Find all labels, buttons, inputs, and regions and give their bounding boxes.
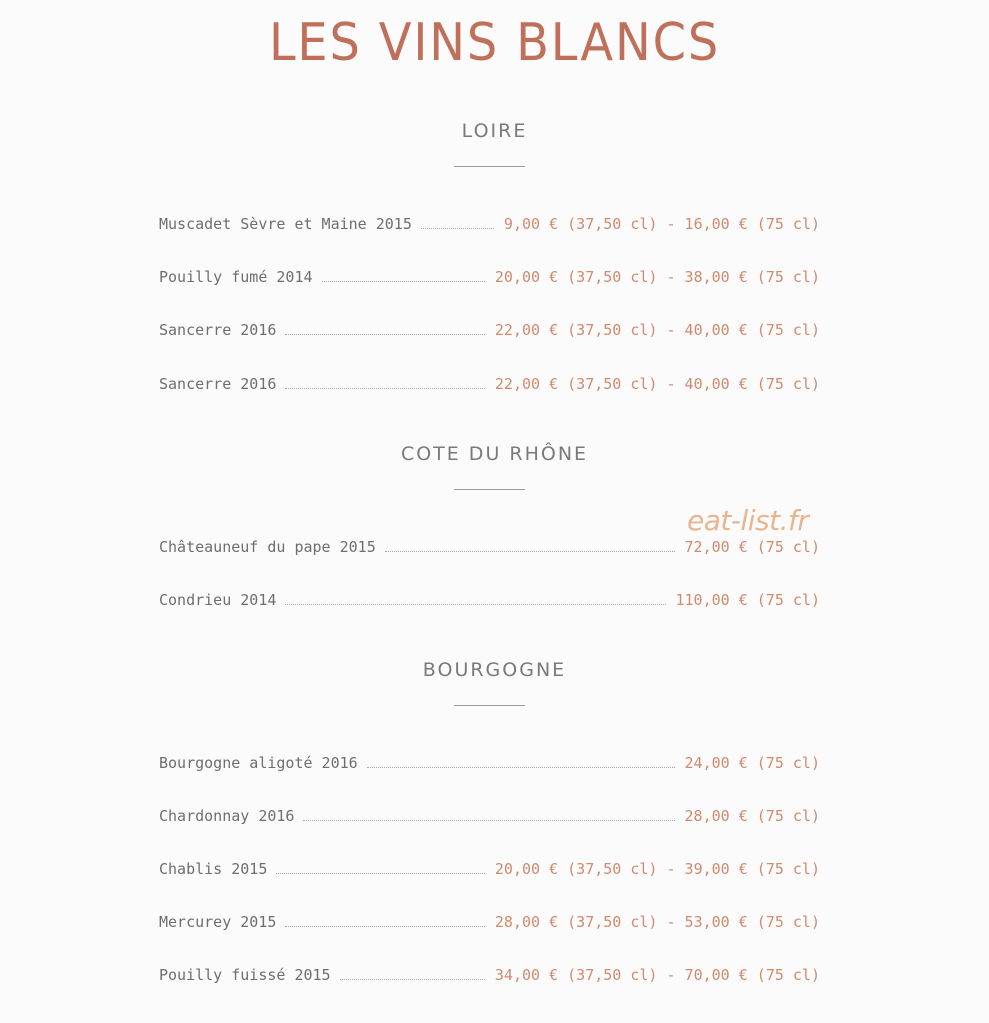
- dotted-leader: [385, 551, 675, 552]
- wine-row: [159, 265, 820, 287]
- page-title: LES VINS BLANCS: [268, 13, 721, 73]
- wine-row: [159, 212, 820, 234]
- wine-name: Sancerre 2016: [159, 321, 277, 339]
- wine-row: [159, 963, 820, 985]
- wine-price: 24,00 € (75 cl): [684, 754, 820, 772]
- wine-price: 9,00 € (37,50 cl) - 16,00 € (75 cl): [503, 215, 820, 233]
- wine-price: 20,00 € (37,50 cl) - 39,00 € (75 cl): [494, 860, 820, 878]
- wine-price: 34,00 € (37,50 cl) - 70,00 € (75 cl): [494, 966, 820, 984]
- wine-price: 20,00 € (37,50 cl) - 38,00 € (75 cl): [494, 268, 820, 286]
- wine-name: Condrieu 2014: [159, 591, 277, 609]
- dotted-leader: [285, 388, 484, 389]
- section-divider: [454, 489, 525, 490]
- section-title-loire: LOIRE: [461, 120, 528, 142]
- dotted-leader: [340, 979, 485, 980]
- wine-name: Chardonnay 2016: [159, 807, 295, 825]
- watermark: eat-list.fr: [687, 504, 809, 537]
- section-title-bourgogne: BOURGOGNE: [422, 659, 567, 681]
- wine-price: 72,00 € (75 cl): [684, 538, 820, 556]
- wine-name: Muscadet Sèvre et Maine 2015: [159, 215, 412, 233]
- wine-row: [159, 751, 820, 773]
- dotted-leader: [285, 334, 484, 335]
- wine-name: Pouilly fumé 2014: [159, 268, 313, 286]
- section-title-cote-du-rhone: COTE DU RHÔNE: [400, 443, 589, 465]
- dotted-leader: [285, 604, 665, 605]
- wine-name: Mercurey 2015: [159, 913, 277, 931]
- wine-row: [159, 372, 820, 394]
- wine-row: [159, 535, 820, 557]
- wine-row: [159, 857, 820, 879]
- dotted-leader: [276, 873, 485, 874]
- dotted-leader: [367, 767, 675, 768]
- wine-name: Bourgogne aligoté 2016: [159, 754, 358, 772]
- wine-name: Châteauneuf du pape 2015: [159, 538, 376, 556]
- wine-row: [159, 588, 820, 610]
- wine-price: 22,00 € (37,50 cl) - 40,00 € (75 cl): [494, 375, 820, 393]
- wine-name: Sancerre 2016: [159, 375, 277, 393]
- wine-name: Chablis 2015: [159, 860, 268, 878]
- dotted-leader: [303, 820, 674, 821]
- wine-price: 28,00 € (75 cl): [684, 807, 820, 825]
- wine-name: Pouilly fuissé 2015: [159, 966, 331, 984]
- dotted-leader: [285, 926, 484, 927]
- wine-price: 110,00 € (75 cl): [675, 591, 820, 609]
- wine-row: [159, 318, 820, 340]
- dotted-leader: [421, 228, 494, 229]
- section-divider: [454, 166, 525, 167]
- wine-price: 28,00 € (37,50 cl) - 53,00 € (75 cl): [494, 913, 820, 931]
- section-divider: [454, 705, 525, 706]
- wine-price: 22,00 € (37,50 cl) - 40,00 € (75 cl): [494, 321, 820, 339]
- wine-row: [159, 910, 820, 932]
- dotted-leader: [322, 281, 485, 282]
- wine-row: [159, 804, 820, 826]
